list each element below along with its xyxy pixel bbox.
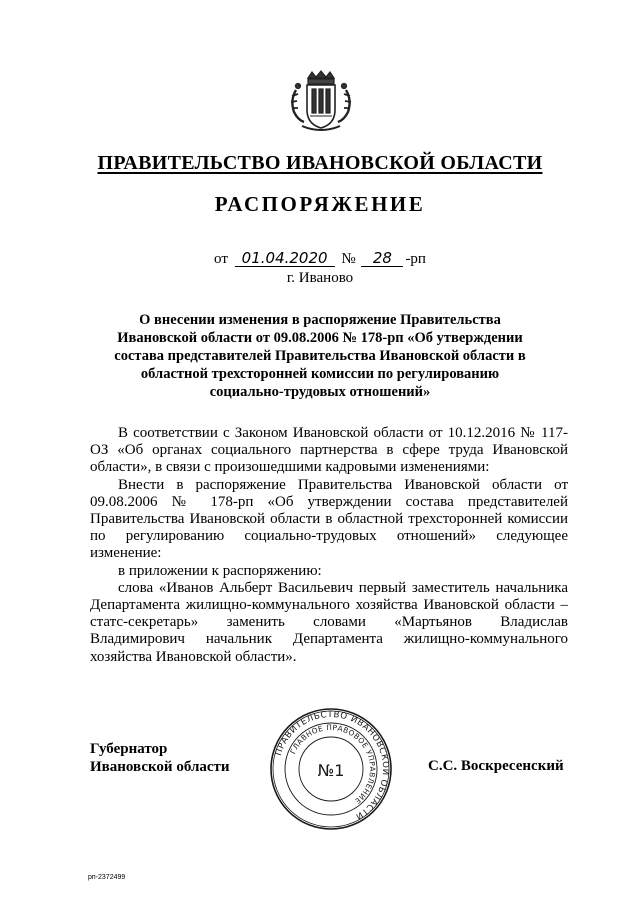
coat-of-arms-emblem	[288, 70, 354, 134]
handwritten-date: 01.04.2020	[235, 250, 335, 267]
body-paragraph: Внести в распоряжение Правительства Ивановской области от 09.08.2006 № 178-рп «Об утверждении состава представителей Правительства Ивановской области в областной трехсторонней комиссии по регулированию социально-трудовых отношений» следующее изменение:	[90, 476, 568, 562]
document-type-heading: РАСПОРЯЖЕНИЕ	[214, 192, 426, 216]
handwritten-number: 28	[361, 250, 403, 267]
body-paragraph: в приложении к распоряжению:	[118, 562, 322, 579]
stamp-inner-text: ГЛАВНОЕ ПРАВОВОЕ УПРАВЛЕНИЕ	[288, 722, 378, 806]
official-seal-stamp	[268, 706, 394, 832]
organization-heading: ПРАВИТЕЛЬСТВО ИВАНОВСКОЙ ОБЛАСТИ	[97, 152, 543, 174]
footer-code: рп-2372499	[88, 874, 126, 881]
stamp-outer-text: ПРАВИТЕЛЬСТВО ИВАНОВСКОЙ ОБЛАСТИ	[273, 709, 391, 822]
number-suffix: -рп	[405, 251, 426, 267]
body-paragraph: слова «Иванов Альберт Васильевич первый заместитель начальника Департамента жилищно-коммунального хозяйства Ивановской области – статс-секретарь» заменить словами «Мартьянов Владислав Владимирович начальник Департамента жилищно-коммунального хозяйства Ивановской области».	[90, 579, 568, 665]
number-sign: №	[341, 251, 356, 267]
signatory-position-line1: Губернатор	[90, 741, 168, 757]
body-paragraph: В соответствии с Законом Ивановской области от 10.12.2016 № 117-ОЗ «Об органах социального партнерства в сфере труда Ивановской области», в связи с произошедшими кадровыми изменениями:	[90, 425, 568, 476]
signatory-position-line2: Ивановской области	[90, 759, 230, 775]
signatory-name: С.С. Воскресенский	[428, 758, 564, 774]
date-prefix: от	[214, 251, 228, 267]
city: г. Иваново	[286, 270, 354, 286]
document-number-line	[0, 250, 640, 268]
document-body	[90, 425, 568, 666]
document-title: О внесении изменения в распоряжение Правительства Ивановской области от 09.08.2006 № 178-рп «Об утверждении состава представителей Правительства Ивановской области в областной трехсторонней комиссии по регулированию социально-трудовых отношений»	[114, 312, 526, 400]
signatory-position	[90, 740, 230, 776]
stamp-center-number: №1	[317, 761, 345, 780]
